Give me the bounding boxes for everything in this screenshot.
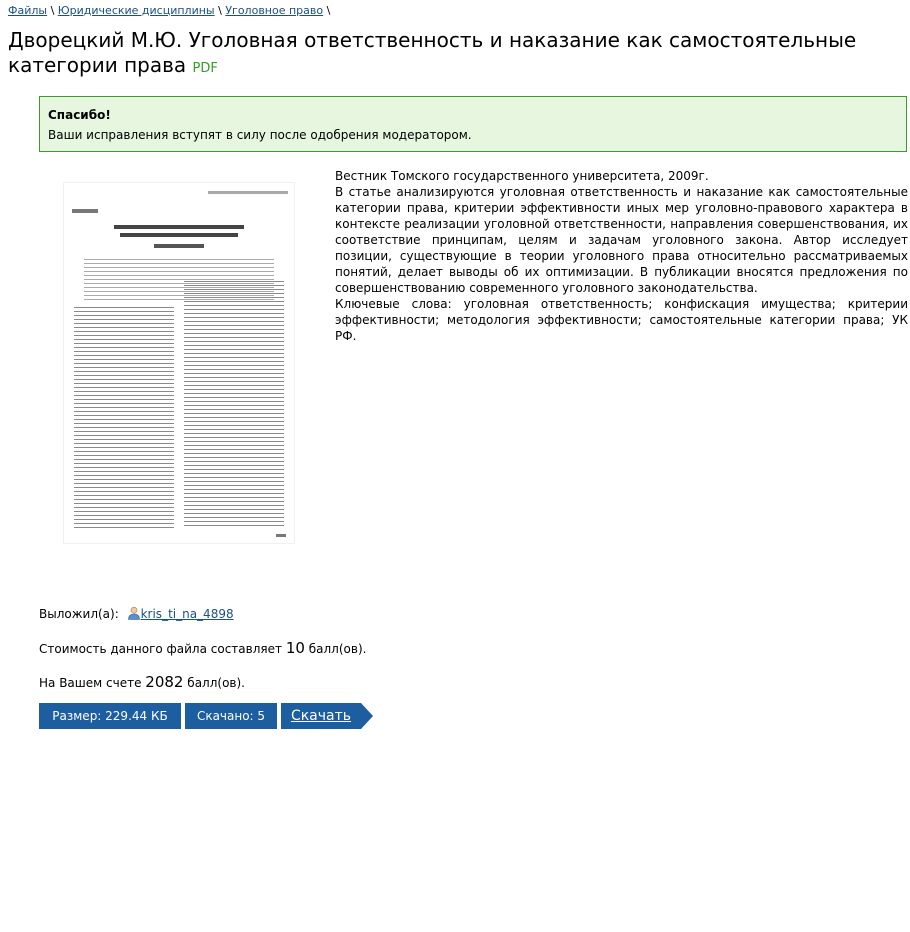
page-title-text: Дворецкий М.Ю. Уголовная ответственность и наказание как самостоятельные категории права	[8, 28, 857, 77]
breadcrumb-files[interactable]: Файлы	[8, 4, 48, 17]
breadcrumb-separator: \	[50, 4, 55, 17]
breadcrumb-criminal-law[interactable]: Уголовное право	[225, 4, 324, 17]
success-notice	[39, 96, 907, 152]
file-size-badge: Размер: 229.44 КБ	[39, 703, 181, 729]
balance-value: 2082	[145, 673, 184, 691]
description-abstract: В статье анализируются уголовная ответственность и наказание как самостоятельные категории права, критерии эффективности иных мер уголовно-правового характера в контексте реализации уголовной ответственности, направления совершенствования, их соответствие принципам, целям и задачам уголовного закона. Автор исследует позиции, существующие в теории уголовного права относительно рассматриваемых понятий, делает выводы об их оптимизации. В публикации вносятся предложения по совершенствованию современного уголовного законодательства.	[335, 185, 908, 295]
file-cost	[39, 639, 366, 657]
document-preview-thumbnail[interactable]	[63, 182, 295, 544]
page-title	[8, 28, 868, 81]
download-button[interactable]: Скачать	[281, 703, 361, 729]
notice-text: Ваши исправления вступят в силу после одобрения модератором.	[48, 128, 472, 142]
preview-title-line	[114, 225, 244, 229]
download-arrow-icon[interactable]	[361, 703, 373, 729]
user-icon	[127, 606, 141, 620]
uploader-info	[39, 606, 234, 621]
uploader-label: Выложил(а):	[39, 607, 119, 621]
preview-text-column	[74, 307, 174, 529]
preview-header-line	[208, 191, 288, 194]
file-format-badge: PDF	[192, 61, 218, 76]
balance-prefix: На Вашем счете	[39, 676, 142, 690]
breadcrumb	[8, 4, 330, 17]
cost-suffix: балл(ов).	[308, 642, 367, 656]
cost-value: 10	[285, 639, 305, 657]
preview-author-line	[154, 244, 204, 248]
preview-title-line	[120, 233, 238, 237]
download-count-badge: Скачано: 5	[185, 703, 277, 729]
cost-prefix: Стоимость данного файла составляет	[39, 642, 282, 656]
file-description	[335, 168, 908, 344]
notice-title: Спасибо!	[48, 108, 111, 122]
breadcrumb-law[interactable]: Юридические дисциплины	[57, 4, 215, 17]
description-keywords: Ключевые слова: уголовная ответственность; конфискация имущества; критерии эффективности; методология эффективности; самостоятельные категории права; УК РФ.	[335, 297, 908, 343]
breadcrumb-separator: \	[326, 4, 331, 17]
account-balance	[39, 673, 245, 691]
preview-udk-line	[72, 209, 98, 213]
balance-suffix: балл(ов).	[187, 676, 245, 690]
uploader-username-link[interactable]: kris_ti_na_4898	[140, 607, 234, 621]
breadcrumb-separator: \	[218, 4, 222, 17]
description-source: Вестник Томского государственного университета, 2009г.	[335, 169, 709, 183]
preview-page-number	[276, 534, 286, 537]
preview-text-column	[184, 281, 284, 529]
